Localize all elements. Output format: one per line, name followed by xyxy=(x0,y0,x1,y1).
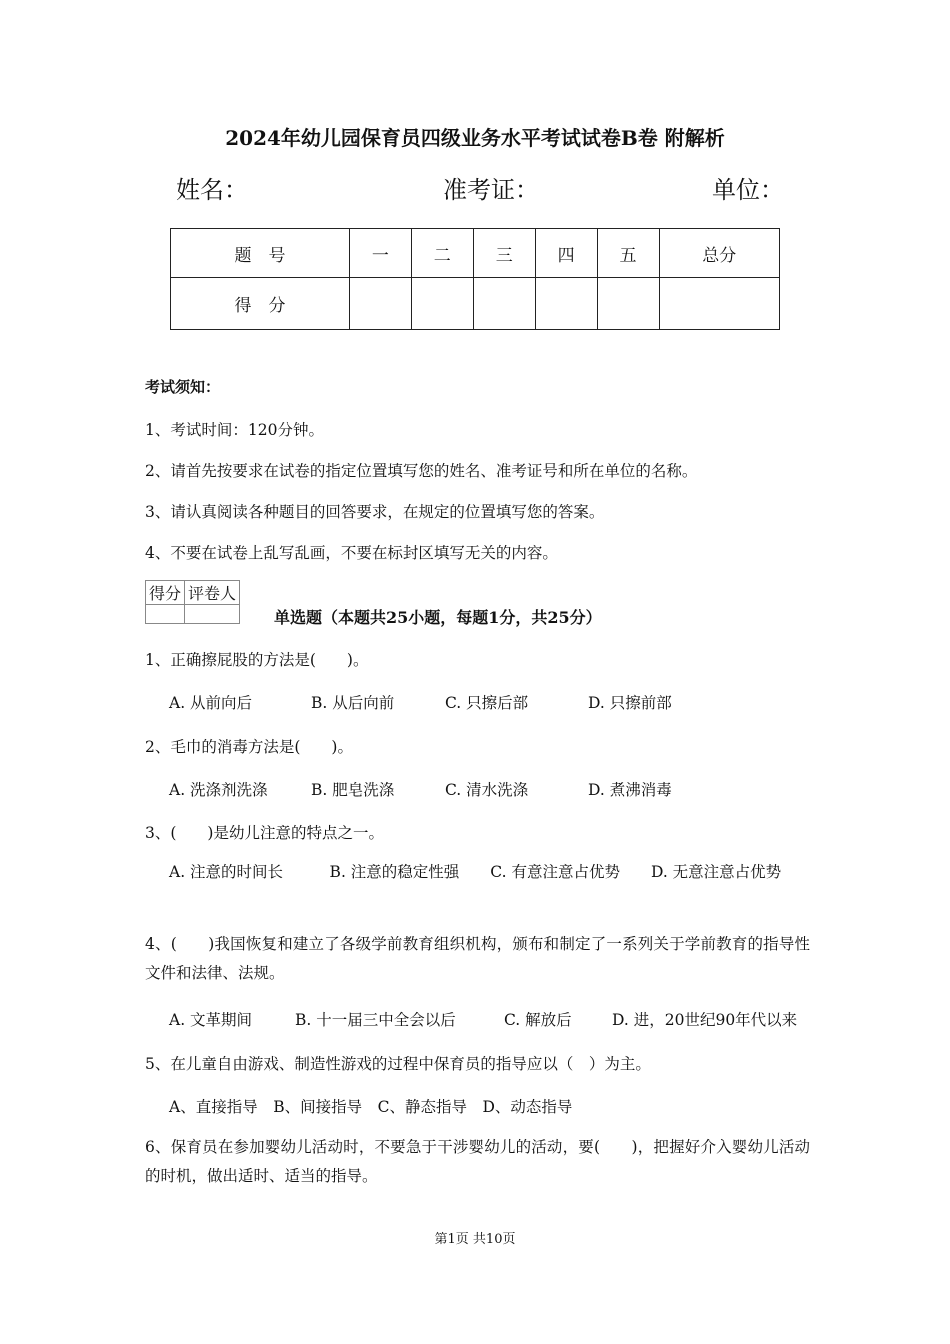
option: D. 进，20世纪90年代以来 xyxy=(612,1011,798,1029)
notice-item: 3、请认真阅读各种题目的回答要求，在规定的位置填写您的答案。 xyxy=(145,503,605,521)
grader-reviewer-cell[interactable] xyxy=(185,605,240,624)
exam-title: 2024年幼儿园保育员四级业务水平考试试卷B卷 附解析 xyxy=(225,126,725,150)
score-table-header-cell: 一 xyxy=(349,229,411,278)
score-cell[interactable] xyxy=(411,278,473,330)
score-cell[interactable] xyxy=(349,278,411,330)
question-stem: 4、( )我国恢复和建立了各级学前教育组织机构，颁布和制定了一系列关于学前教育的指导性文件和法律、法规。 xyxy=(145,935,810,982)
question-stem: 2、毛巾的消毒方法是( )。 xyxy=(145,738,353,756)
score-table-header-cell: 三 xyxy=(473,229,535,278)
option: B. 从后向前 xyxy=(311,694,395,712)
score-cell[interactable] xyxy=(535,278,597,330)
notice-item: 4、不要在试卷上乱写乱画，不要在标封区填写无关的内容。 xyxy=(145,544,558,562)
score-table-header-cell: 四 xyxy=(535,229,597,278)
page-footer: 第1页 共10页 xyxy=(434,1232,516,1247)
score-table xyxy=(170,228,780,330)
option: C. 清水洗涤 xyxy=(445,781,529,799)
option: D. 煮沸消毒 xyxy=(588,781,672,799)
option-line: A、直接指导 B、间接指导 C、静态指导 D、动态指导 xyxy=(169,1098,573,1116)
option: C. 解放后 xyxy=(504,1011,572,1029)
grader-score-cell[interactable] xyxy=(146,605,185,624)
notice-heading: 考试须知： xyxy=(145,378,221,396)
grader-score-label: 得分 xyxy=(146,581,185,605)
score-table-header-row xyxy=(171,229,780,278)
option: B. 肥皂洗涤 xyxy=(311,781,395,799)
option: A. 文革期间 xyxy=(169,1011,253,1029)
score-table-header-cell: 五 xyxy=(597,229,659,278)
score-table-header-cell: 题 号 xyxy=(171,229,350,278)
score-table-score-row xyxy=(171,278,780,330)
score-cell[interactable] xyxy=(659,278,779,330)
question-stem: 1、正确擦屁股的方法是( )。 xyxy=(145,651,369,669)
score-table-header-cell: 二 xyxy=(411,229,473,278)
question-stem: 6、保育员在参加婴幼儿活动时，不要急于干涉婴幼儿的活动，要( )，把握好介入婴幼儿活动的时机，做出适时、适当的指导。 xyxy=(145,1138,810,1185)
grader-box xyxy=(145,580,240,624)
score-cell[interactable] xyxy=(473,278,535,330)
section-title: 单选题（本题共25小题，每题1分，共25分） xyxy=(274,608,602,627)
name-field-label: 姓名： xyxy=(176,176,248,204)
option: D. 只擦前部 xyxy=(588,694,672,712)
question-stem: 3、( )是幼儿注意的特点之一。 xyxy=(145,824,384,842)
option: B. 十一届三中全会以后 xyxy=(295,1011,456,1029)
notice-item: 2、请首先按要求在试卷的指定位置填写您的姓名、准考证号和所在单位的名称。 xyxy=(145,462,698,480)
score-cell[interactable] xyxy=(597,278,659,330)
exam-number-field-label: 准考证： xyxy=(443,176,539,204)
option: A. 洗涤剂洗涤 xyxy=(169,781,268,799)
option: A. 从前向后 xyxy=(169,694,253,712)
unit-field-label: 单位： xyxy=(712,176,784,204)
score-table-header-cell: 总分 xyxy=(659,229,779,278)
option-line: A. 注意的时间长 B. 注意的稳定性强 C. 有意注意占优势 D. 无意注意占优势 xyxy=(169,863,782,881)
score-table-row-label: 得 分 xyxy=(171,278,350,330)
grader-reviewer-label: 评卷人 xyxy=(185,581,240,605)
option: C. 只擦后部 xyxy=(445,694,529,712)
notice-item: 1、考试时间：120分钟。 xyxy=(145,421,324,439)
question-stem: 5、在儿童自由游戏、制造性游戏的过程中保育员的指导应以（ ）为主。 xyxy=(145,1055,651,1073)
